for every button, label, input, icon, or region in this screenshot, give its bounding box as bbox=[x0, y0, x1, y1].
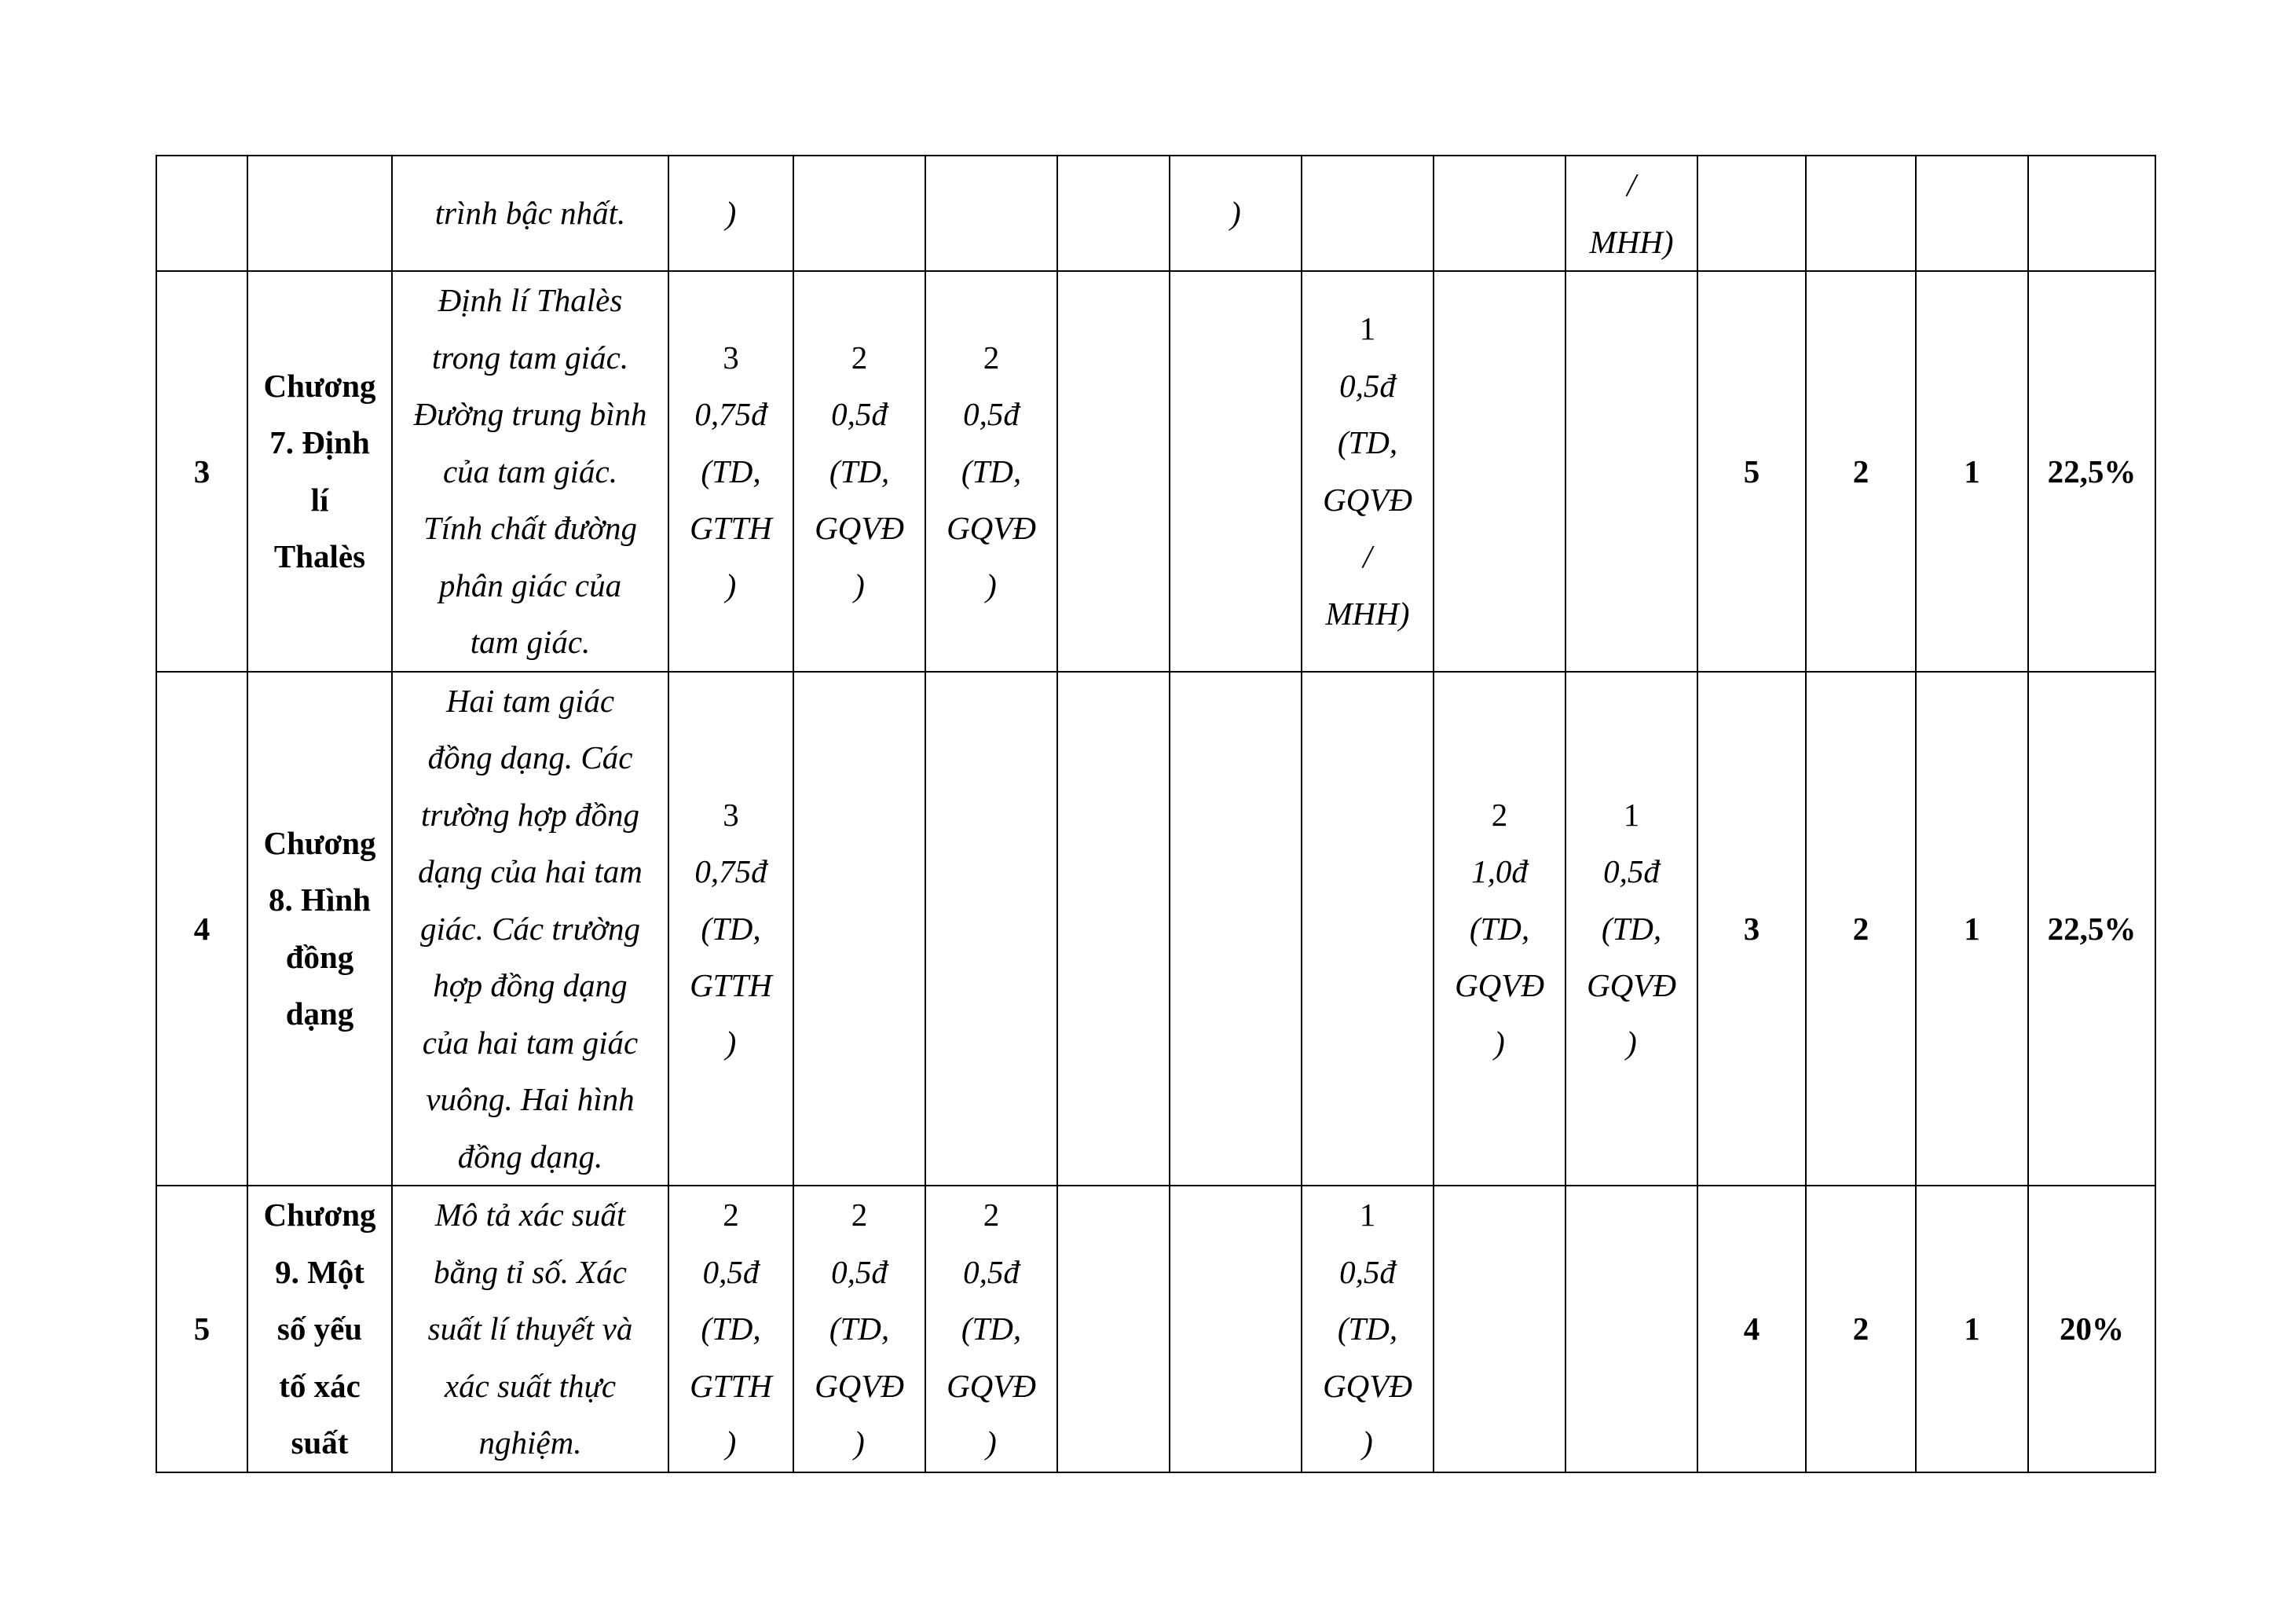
cell-level-5-lines bbox=[1174, 185, 1298, 242]
cell-line: trong tam giác. bbox=[431, 339, 629, 376]
cell-line: trình bậc nhất. bbox=[434, 195, 626, 232]
cell-total-3: 1 bbox=[1916, 1186, 2028, 1472]
cell-level-2 bbox=[793, 271, 925, 672]
cell-level-3 bbox=[925, 672, 1057, 1186]
cell-line: GTTH bbox=[690, 510, 772, 546]
cell-line: (TD, bbox=[1337, 424, 1398, 461]
cell-line: (TD, bbox=[961, 453, 1022, 489]
cell-content-lines bbox=[396, 272, 665, 671]
cell-level-6 bbox=[1302, 672, 1434, 1186]
cell-line: số yếu bbox=[276, 1311, 363, 1347]
cell-content bbox=[392, 672, 668, 1186]
cell-line: 0,5đ bbox=[831, 1253, 888, 1290]
cell-line: suất lí thuyết và bbox=[427, 1311, 633, 1347]
cell-level-5 bbox=[1170, 156, 1302, 271]
cell-level-2-lines bbox=[797, 1186, 921, 1472]
cell-level-1-lines bbox=[672, 1186, 789, 1472]
cell-line: Đường trung bình bbox=[413, 396, 647, 432]
cell-chapter bbox=[247, 1186, 392, 1472]
cell-level-3 bbox=[925, 271, 1057, 672]
cell-total-2: 2 bbox=[1806, 271, 1916, 672]
cell-line: 2 bbox=[851, 1197, 868, 1233]
cell-line: hợp đồng dạng bbox=[433, 967, 628, 1003]
cell-line: 0,75đ bbox=[694, 396, 767, 432]
cell-line: GTTH bbox=[690, 1367, 772, 1404]
cell-total-1: 4 bbox=[1697, 1186, 1806, 1472]
cell-line: 8. Hình bbox=[269, 882, 371, 918]
cell-content bbox=[392, 156, 668, 271]
cell-line: 2 bbox=[1491, 796, 1508, 833]
cell-line: GQVĐ bbox=[947, 510, 1036, 546]
cell-line: (TD, bbox=[701, 453, 761, 489]
cell-level-1-lines bbox=[672, 786, 789, 1072]
cell-line: của hai tam giác bbox=[422, 1024, 639, 1061]
cell-total-2: 2 bbox=[1806, 1186, 1916, 1472]
cell-level-6 bbox=[1302, 271, 1434, 672]
cell-chapter-lines bbox=[251, 815, 388, 1043]
cell-line: 0,5đ bbox=[1339, 367, 1396, 404]
matrix-body bbox=[156, 156, 2155, 1472]
cell-line: GQVĐ bbox=[1323, 1367, 1412, 1404]
cell-total-3 bbox=[1916, 156, 2028, 271]
cell-level-6 bbox=[1302, 156, 1434, 271]
cell-line: ) bbox=[725, 195, 737, 232]
cell-level-4 bbox=[1057, 1186, 1170, 1472]
cell-level-8 bbox=[1565, 271, 1697, 672]
cell-line: tố xác bbox=[279, 1367, 361, 1404]
cell-line: MHH) bbox=[1325, 595, 1410, 632]
cell-level-8 bbox=[1565, 156, 1697, 271]
cell-level-4 bbox=[1057, 156, 1170, 271]
cell-line: / bbox=[1363, 538, 1372, 575]
cell-line: 7. Định bbox=[269, 424, 370, 461]
cell-line: ) bbox=[725, 1024, 737, 1061]
cell-line: 2 bbox=[851, 339, 868, 376]
cell-line: (TD, bbox=[1337, 1311, 1398, 1347]
cell-line: GQVĐ bbox=[1587, 967, 1676, 1003]
cell-line: 0,5đ bbox=[831, 396, 888, 432]
cell-stt: 5 bbox=[156, 1186, 247, 1472]
cell-line: đồng dạng. Các bbox=[427, 739, 633, 775]
cell-line: ) bbox=[1230, 195, 1241, 232]
cell-level-8 bbox=[1565, 672, 1697, 1186]
cell-level-4 bbox=[1057, 672, 1170, 1186]
cell-line: ) bbox=[1494, 1024, 1505, 1061]
cell-level-2 bbox=[793, 672, 925, 1186]
cell-total-1: 3 bbox=[1697, 672, 1806, 1186]
cell-level-8-lines bbox=[1569, 786, 1694, 1072]
cell-level-2-lines bbox=[797, 329, 921, 614]
cell-line: GQVĐ bbox=[1455, 967, 1544, 1003]
cell-line: 2 bbox=[983, 1197, 1000, 1233]
cell-line: (TD, bbox=[1601, 910, 1662, 947]
cell-level-8-lines bbox=[1569, 156, 1694, 270]
table-row bbox=[156, 1186, 2155, 1472]
cell-total-2 bbox=[1806, 156, 1916, 271]
cell-line: 3 bbox=[723, 339, 739, 376]
cell-stt bbox=[156, 156, 247, 271]
cell-level-7 bbox=[1434, 1186, 1565, 1472]
cell-level-1-lines bbox=[672, 329, 789, 614]
cell-level-7 bbox=[1434, 271, 1565, 672]
cell-line: 9. Một bbox=[275, 1253, 364, 1290]
cell-level-1 bbox=[668, 672, 793, 1186]
cell-line: (TD, bbox=[961, 1311, 1022, 1347]
cell-content-lines bbox=[396, 185, 665, 242]
cell-chapter-lines bbox=[251, 1186, 388, 1472]
cell-line: 2 bbox=[723, 1197, 739, 1233]
cell-level-3 bbox=[925, 1186, 1057, 1472]
cell-percent bbox=[2028, 156, 2155, 271]
cell-line: ) bbox=[725, 1424, 737, 1461]
cell-line: Định lí Thalès bbox=[438, 282, 623, 318]
cell-line: Chương bbox=[263, 824, 376, 861]
cell-line: bằng tỉ số. Xác bbox=[434, 1253, 627, 1290]
cell-total-1 bbox=[1697, 156, 1806, 271]
cell-line: 0,5đ bbox=[1339, 1253, 1396, 1290]
cell-chapter bbox=[247, 271, 392, 672]
cell-line: / bbox=[1627, 167, 1636, 203]
cell-level-1 bbox=[668, 271, 793, 672]
cell-total-3: 1 bbox=[1916, 271, 2028, 672]
cell-line: Thalès bbox=[273, 538, 366, 575]
cell-line: suất bbox=[291, 1424, 349, 1461]
cell-line: vuông. Hai hình bbox=[426, 1081, 635, 1117]
cell-line: 1 bbox=[1359, 1197, 1376, 1233]
cell-level-2 bbox=[793, 1186, 925, 1472]
cell-line: 0,5đ bbox=[702, 1253, 760, 1290]
table-row bbox=[156, 672, 2155, 1186]
cell-level-3-lines bbox=[929, 329, 1053, 614]
cell-line: ) bbox=[986, 1424, 997, 1461]
cell-line: 0,75đ bbox=[694, 853, 767, 889]
cell-line: GTTH bbox=[690, 967, 772, 1003]
cell-percent: 22,5% bbox=[2028, 672, 2155, 1186]
cell-line: Tính chất đường bbox=[423, 510, 638, 546]
cell-line: GQVĐ bbox=[947, 1367, 1036, 1404]
cell-level-7-lines bbox=[1437, 786, 1562, 1072]
cell-line: GQVĐ bbox=[815, 1367, 904, 1404]
cell-level-1-lines bbox=[672, 185, 789, 242]
cell-line: MHH) bbox=[1589, 223, 1674, 260]
cell-level-4 bbox=[1057, 271, 1170, 672]
cell-line: Chương bbox=[263, 1197, 376, 1233]
cell-line: Chương bbox=[263, 367, 376, 404]
cell-line: (TD, bbox=[829, 453, 890, 489]
cell-total-3: 1 bbox=[1916, 672, 2028, 1186]
cell-line: dạng của hai tam bbox=[418, 853, 643, 889]
cell-line: dạng bbox=[285, 995, 354, 1032]
cell-line: ) bbox=[1626, 1024, 1637, 1061]
cell-chapter-lines bbox=[251, 357, 388, 585]
cell-line: ) bbox=[725, 566, 737, 603]
cell-level-6-lines bbox=[1305, 1186, 1430, 1472]
cell-level-1 bbox=[668, 156, 793, 271]
cell-content bbox=[392, 271, 668, 672]
cell-percent: 20% bbox=[2028, 1186, 2155, 1472]
cell-level-5 bbox=[1170, 1186, 1302, 1472]
cell-level-7 bbox=[1434, 672, 1565, 1186]
table-row bbox=[156, 271, 2155, 672]
cell-line: ) bbox=[854, 566, 865, 603]
cell-line: (TD, bbox=[701, 910, 761, 947]
cell-line: 0,5đ bbox=[963, 396, 1020, 432]
cell-line: (TD, bbox=[1469, 910, 1530, 947]
table-row bbox=[156, 156, 2155, 271]
cell-line: 0,5đ bbox=[1603, 853, 1660, 889]
cell-content-lines bbox=[396, 673, 665, 1186]
cell-line: ) bbox=[986, 566, 997, 603]
cell-line: Mô tả xác suất bbox=[434, 1197, 626, 1233]
cell-percent: 22,5% bbox=[2028, 271, 2155, 672]
cell-level-5 bbox=[1170, 271, 1302, 672]
cell-line: 3 bbox=[723, 796, 739, 833]
cell-level-2 bbox=[793, 156, 925, 271]
cell-line: GQVĐ bbox=[815, 510, 904, 546]
cell-level-7 bbox=[1434, 156, 1565, 271]
cell-line: (TD, bbox=[701, 1311, 761, 1347]
cell-line: tam giác. bbox=[470, 624, 591, 660]
cell-level-6-lines bbox=[1305, 300, 1430, 642]
cell-level-3-lines bbox=[929, 1186, 1053, 1472]
cell-level-5 bbox=[1170, 672, 1302, 1186]
cell-content bbox=[392, 1186, 668, 1472]
cell-line: phân giác của bbox=[438, 566, 622, 603]
cell-total-1: 5 bbox=[1697, 271, 1806, 672]
cell-line: 1 bbox=[1359, 310, 1376, 347]
assessment-matrix-table bbox=[156, 155, 2156, 1473]
cell-line: 0,5đ bbox=[963, 1253, 1020, 1290]
cell-level-3 bbox=[925, 156, 1057, 271]
cell-line: của tam giác. bbox=[442, 453, 618, 489]
cell-line: đồng bbox=[285, 938, 354, 975]
cell-total-2: 2 bbox=[1806, 672, 1916, 1186]
cell-stt: 3 bbox=[156, 271, 247, 672]
cell-line: 2 bbox=[983, 339, 1000, 376]
cell-line: (TD, bbox=[829, 1311, 890, 1347]
cell-line: Hai tam giác bbox=[445, 682, 615, 719]
cell-level-8 bbox=[1565, 1186, 1697, 1472]
cell-line: ) bbox=[854, 1424, 865, 1461]
cell-line: lí bbox=[310, 481, 329, 518]
cell-level-1 bbox=[668, 1186, 793, 1472]
cell-line: trường hợp đồng bbox=[421, 796, 639, 833]
cell-line: xác suất thực bbox=[444, 1367, 617, 1404]
cell-line: 1 bbox=[1623, 796, 1640, 833]
cell-line: giác. Các trường bbox=[420, 910, 640, 947]
cell-line: 1,0đ bbox=[1471, 853, 1528, 889]
cell-line: đồng dạng. bbox=[457, 1138, 603, 1175]
cell-level-6 bbox=[1302, 1186, 1434, 1472]
cell-content-lines bbox=[396, 1186, 665, 1472]
cell-chapter bbox=[247, 156, 392, 271]
cell-line: GQVĐ bbox=[1323, 481, 1412, 518]
cell-stt: 4 bbox=[156, 672, 247, 1186]
cell-chapter bbox=[247, 672, 392, 1186]
cell-line: ) bbox=[1362, 1424, 1373, 1461]
cell-line: nghiệm. bbox=[478, 1424, 582, 1461]
